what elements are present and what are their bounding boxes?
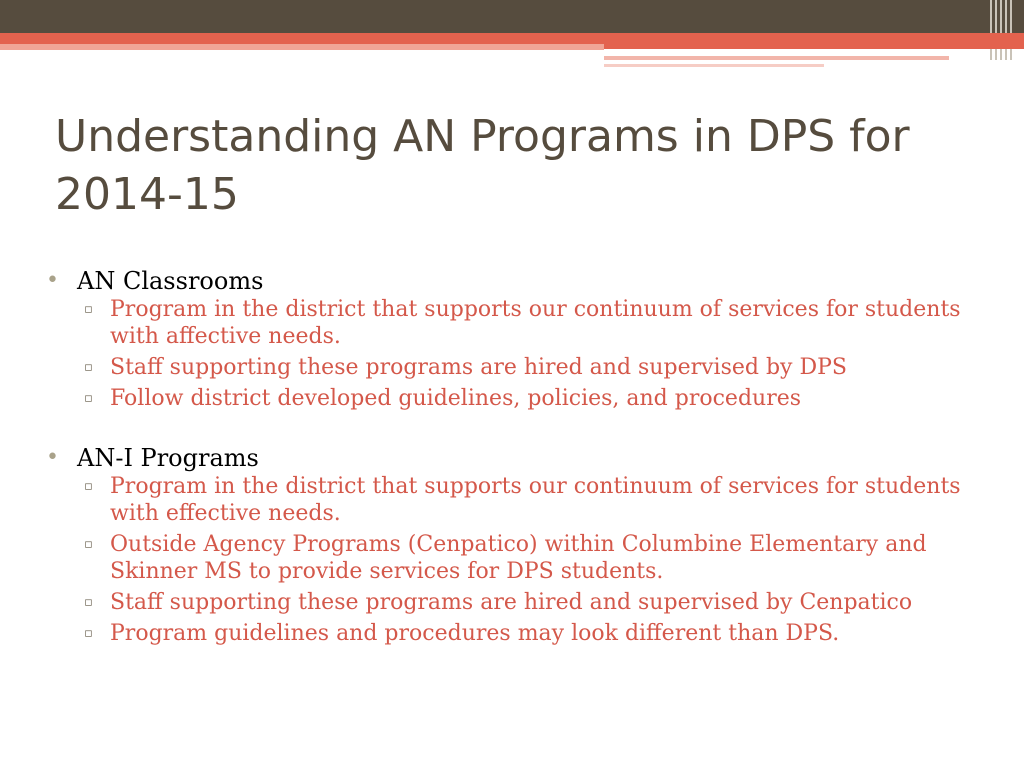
section-heading-text: AN-I Programs [77, 444, 259, 472]
list-item-text: Program in the district that supports our continuum of services for students with effective needs. [110, 474, 961, 526]
list-item-text: Program guidelines and procedures may look different than DPS. [110, 621, 840, 646]
list-item [46, 385, 976, 412]
list-item [46, 296, 976, 350]
section-heading-text: AN Classrooms [77, 267, 264, 295]
square-bullet-icon: ▫ [84, 360, 93, 375]
slide-content [46, 266, 976, 651]
list-item-text: Outside Agency Programs (Cenpatico) within Columbine Elementary and Skinner MS to provide services for DPS students. [110, 532, 927, 584]
list-item-text: Program in the district that supports our continuum of services for students with affective needs. [110, 297, 961, 349]
list-item [46, 354, 976, 381]
bullet-dot-icon: • [46, 268, 59, 293]
square-bullet-icon: ▫ [84, 479, 93, 494]
sub-bullet-list [46, 296, 976, 412]
list-item [46, 531, 976, 585]
section-an-classrooms [46, 266, 976, 412]
section-heading [46, 266, 976, 296]
slide-title: Understanding AN Programs in DPS for 2014-15 [55, 111, 910, 220]
section-spacer [46, 416, 976, 443]
accent-underline-secondary [604, 64, 824, 67]
square-bullet-icon: ▫ [84, 537, 93, 552]
header-stripes [990, 0, 1016, 60]
section-heading [46, 443, 976, 473]
list-item-text: Staff supporting these programs are hired and supervised by DPS [110, 355, 847, 380]
header-band [0, 0, 1024, 33]
square-bullet-icon: ▫ [84, 595, 93, 610]
accent-bar-highlight [0, 44, 604, 50]
list-item [46, 620, 976, 647]
list-item-text: Staff supporting these programs are hired and supervised by Cenpatico [110, 590, 913, 615]
sub-bullet-list [46, 473, 976, 647]
accent-underline [604, 56, 949, 60]
bullet-dot-icon: • [46, 445, 59, 470]
list-item [46, 473, 976, 527]
square-bullet-icon: ▫ [84, 626, 93, 641]
section-an-i-programs [46, 443, 976, 647]
list-item [46, 589, 976, 616]
list-item-text: Follow district developed guidelines, policies, and procedures [110, 386, 802, 411]
square-bullet-icon: ▫ [84, 302, 93, 317]
square-bullet-icon: ▫ [84, 391, 93, 406]
